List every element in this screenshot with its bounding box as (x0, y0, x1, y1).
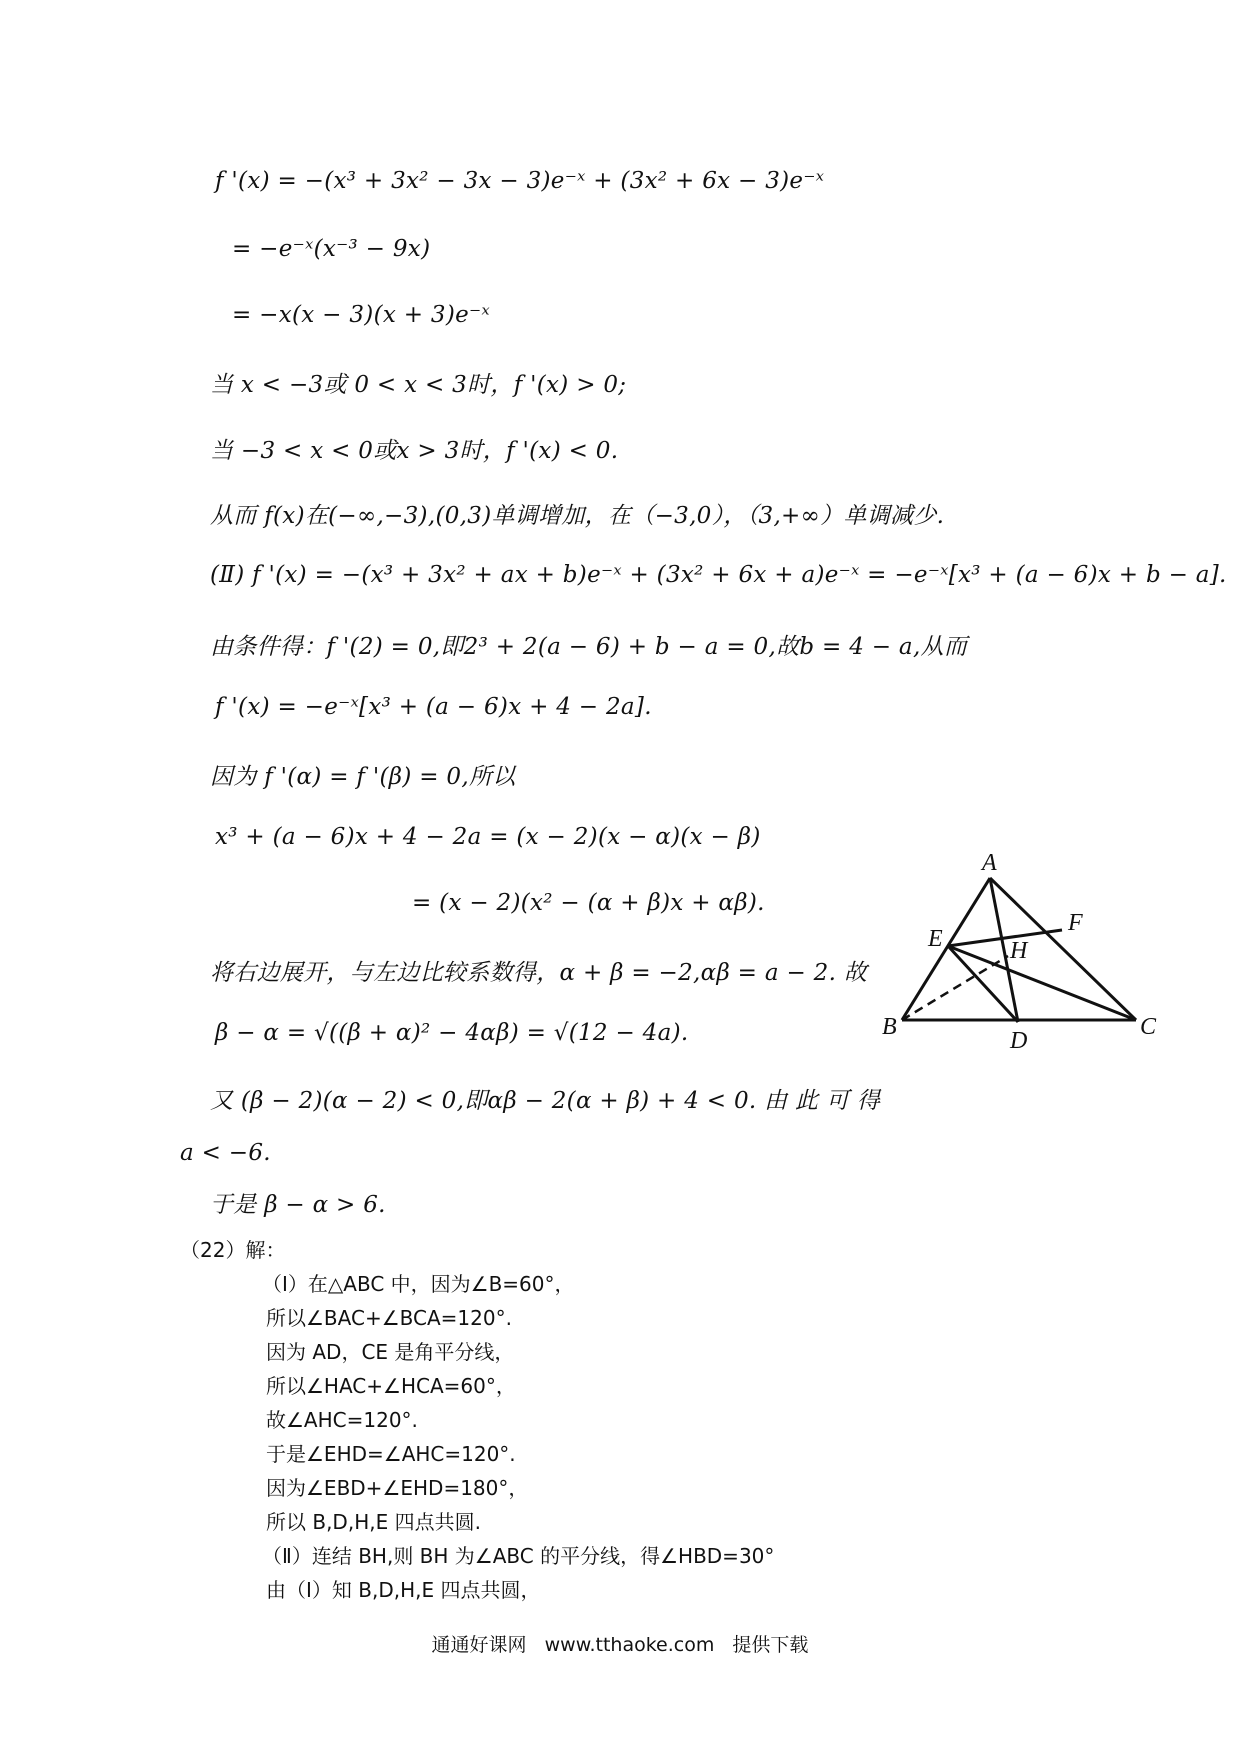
line-14: β − α = √((β + α)² − 4αβ) = √(12 − 4a). (215, 1020, 689, 1046)
label-d: D (1010, 1028, 1028, 1054)
segment-ef (948, 930, 1062, 946)
solution-22-line: 因为 AD，CE 是角平分线， (266, 1340, 515, 1364)
footer-note: 提供下载 (732, 1634, 809, 1656)
label-e: E (928, 926, 943, 952)
line-10: 因为 f '(α) = f '(β) = 0,所以 (210, 764, 516, 790)
segment-ec (948, 946, 1136, 1020)
label-b: B (882, 1014, 897, 1040)
solution-22-line: 所以∠HAC+∠HCA=60°， (266, 1374, 516, 1398)
solution-22-line: 所以∠BAC+∠BCA=120°. (266, 1306, 512, 1330)
label-c: C (1140, 1014, 1157, 1040)
solution-22-line: （Ⅰ）在△ABC 中，因为∠B=60°， (262, 1272, 575, 1296)
solution-22-line: 因为∠EBD+∠EHD=180°， (266, 1476, 529, 1500)
line-7: (Ⅱ) f '(x) = −(x³ + 3x² + ax + b)e⁻ˣ + (3x² + 6x + a)e⁻ˣ = −e⁻ˣ[x³ + (a − 6)x + b − a]. (210, 562, 1227, 588)
footer-site: 通通好课网 (431, 1634, 527, 1656)
line-16: a < −6. (180, 1140, 271, 1166)
line-15: 又 (β − 2)(α − 2) < 0,即αβ − 2(α + β) + 4 < 0. 由 此 可 得 (210, 1088, 881, 1114)
label-a: A (982, 850, 997, 876)
line-11: x³ + (a − 6)x + 4 − 2a = (x − 2)(x − α)(x − β) (215, 824, 761, 850)
segment-bh (902, 956, 1008, 1020)
page-footer (0, 1630, 1240, 1657)
solution-22-line: 于是∠EHD=∠AHC=120°. (266, 1442, 516, 1466)
line-4: 当 x < −3或 0 < x < 3时，f '(x) > 0; (210, 372, 627, 398)
line-3: = −x(x − 3)(x + 3)e⁻ˣ (232, 302, 490, 328)
label-h: H (1010, 938, 1028, 964)
solution-22-title: （22）解： (180, 1238, 286, 1262)
line-6: 从而 f(x)在(−∞,−3),(0,3)单调增加，在（−3,0），（3,+∞）单调减少. (210, 503, 945, 529)
line-2: = −e⁻ˣ(x⁻³ − 9x) (232, 236, 431, 262)
line-17: 于是 β − α > 6. (210, 1192, 386, 1218)
triangle-figure (840, 830, 1220, 1090)
solution-22-line: 故∠AHC=120°. (266, 1408, 418, 1432)
footer-url[interactable]: www.tthaoke.com (544, 1634, 715, 1656)
line-8: 由条件得：f '(2) = 0,即2³ + 2(a − 6) + b − a = 0,故b = 4 − a,从而 (210, 634, 968, 660)
line-13: 将右边展开，与左边比较系数得，α + β = −2,αβ = a − 2. 故 (210, 960, 868, 986)
solution-22-line: （Ⅱ）连结 BH,则 BH 为∠ABC 的平分线，得∠HBD=30° (262, 1544, 775, 1568)
line-5: 当 −3 < x < 0或x > 3时，f '(x) < 0. (210, 438, 619, 464)
line-1: f '(x) = −(x³ + 3x² − 3x − 3)e⁻ˣ + (3x² + 6x − 3)e⁻ˣ (215, 168, 825, 194)
label-f: F (1068, 910, 1083, 936)
line-9: f '(x) = −e⁻ˣ[x³ + (a − 6)x + 4 − 2a]. (215, 694, 652, 720)
line-12: = (x − 2)(x² − (α + β)x + αβ). (412, 890, 765, 916)
segment-ab (902, 878, 990, 1020)
solution-22-line: 由（Ⅰ）知 B,D,H,E 四点共圆， (266, 1578, 541, 1602)
solution-22-line: 所以 B,D,H,E 四点共圆. (266, 1510, 481, 1534)
